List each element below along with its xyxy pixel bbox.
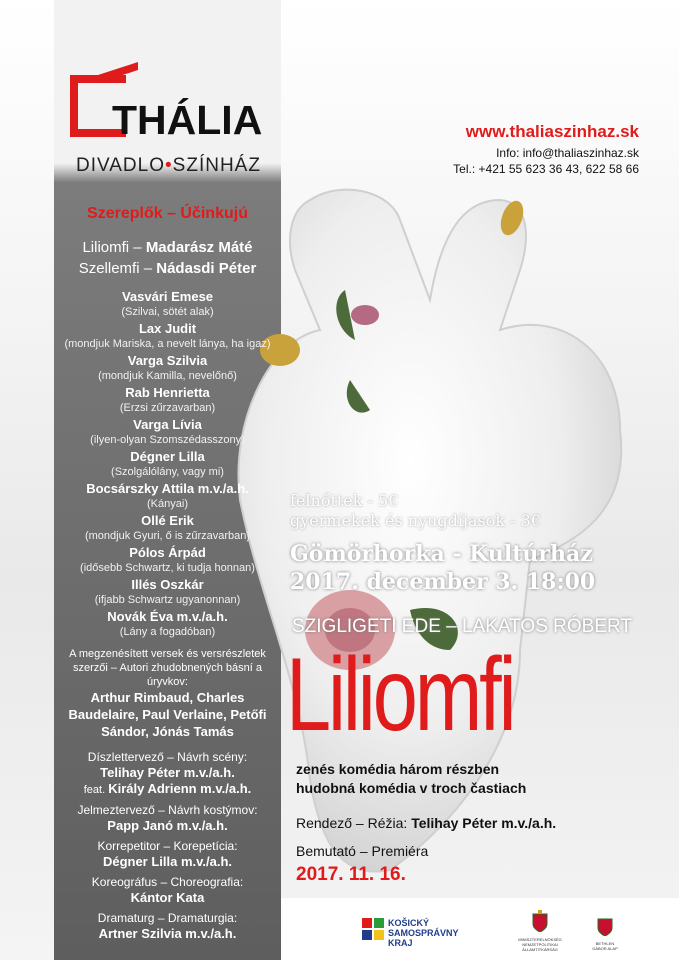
actor-name: Bocsárszky Attila m.v./a.h. bbox=[86, 481, 249, 496]
ministry-text: MINISZTERELNÖKSÉG NEMZETPOLITIKAI ÁLLAMTITKÁRSÁG bbox=[518, 937, 562, 952]
actor-role: (mondjuk Mariska, a nevelt lánya, ha igaz) bbox=[64, 338, 271, 350]
actor-name: Dégner Lilla bbox=[130, 449, 205, 464]
premiere-label: Bemutató – Premiéra bbox=[296, 843, 429, 859]
kosice-region-text bbox=[388, 918, 459, 948]
actor-role: (Erzsi zűrzavarban) bbox=[119, 402, 216, 414]
ks-line: KOŠICKÝ bbox=[388, 918, 430, 928]
ks-line: SAMOSPRÁVNY bbox=[388, 928, 459, 938]
crew-name: Telihay Péter m.v./a.h. bbox=[100, 765, 235, 780]
roles-list bbox=[54, 289, 281, 639]
authors-header: A megzenésített versek és versrészletek szerzői – Autori zhudobnených básní a úryvkov: bbox=[69, 648, 266, 688]
logo-sub-dot: • bbox=[165, 155, 173, 176]
ministry-logo bbox=[510, 910, 570, 950]
actor-name: Ollé Erik bbox=[141, 513, 194, 528]
cast-list bbox=[54, 205, 281, 942]
lead-actor: Nádasdi Péter bbox=[156, 260, 257, 277]
crew-name: Dégner Lilla m.v./a.h. bbox=[102, 854, 233, 869]
actor-name: Varga Szilvia bbox=[127, 353, 208, 368]
genre-sk: hudobná komédia v troch častiach bbox=[296, 780, 527, 796]
actor-role: (idősebb Schwartz, ki tudja honnan) bbox=[80, 562, 255, 574]
actor-role: (mondjuk Kamilla, nevelőnő) bbox=[98, 370, 237, 382]
crew-role: Korrepetitor – Korepetícia: bbox=[97, 839, 238, 853]
actor-name: Pólos Árpád bbox=[129, 545, 206, 560]
website-link[interactable]: www.thaliaszinhaz.sk bbox=[465, 122, 639, 141]
director-line bbox=[296, 815, 556, 831]
premiere-date: 2017. 11. 16. bbox=[296, 864, 406, 885]
actor-name: Lax Judit bbox=[138, 321, 197, 336]
crew-role: Koreográfus – Choreografia: bbox=[91, 875, 244, 889]
price-child: gyermekek és nyugdíjasok - 3€ bbox=[290, 511, 541, 530]
crew-name: Kántor Kata bbox=[130, 890, 205, 905]
venue-block bbox=[290, 540, 595, 596]
lead-role: Szellemfi – bbox=[78, 260, 157, 277]
lead-row bbox=[54, 258, 281, 279]
play-genre bbox=[296, 760, 526, 798]
lead-row bbox=[54, 237, 281, 258]
bethlen-fund-logo bbox=[590, 918, 620, 952]
director-name: Telihay Péter m.v./a.h. bbox=[411, 815, 557, 831]
price-adult: felnőttek - 5€ bbox=[290, 491, 399, 510]
lead-role: Liliomfi – bbox=[82, 239, 146, 256]
cast-header: Szereplők – Účinkujú bbox=[87, 205, 248, 222]
play-authors: SZIGLIGETI EDE – LAKATOS RÓBERT bbox=[292, 616, 632, 637]
feat-label: feat. bbox=[83, 784, 109, 796]
ks-line: KRAJ bbox=[388, 938, 413, 948]
actor-role: (Lány a fogadóban) bbox=[119, 626, 216, 638]
contact-info bbox=[453, 145, 639, 177]
actor-role: (ifjabb Schwartz ugyanonnan) bbox=[94, 594, 241, 606]
lead-actor: Madarász Máté bbox=[145, 239, 253, 256]
logo-name: THÁLIA bbox=[112, 97, 263, 143]
genre-hu: zenés komédia három részben bbox=[296, 761, 500, 777]
hungarian-crest-icon bbox=[532, 910, 548, 932]
crew-list bbox=[54, 750, 281, 942]
kosice-region-icon bbox=[362, 918, 384, 940]
play-title: Liliomfi bbox=[286, 637, 514, 753]
director-label: Rendező – Réžia: bbox=[296, 815, 412, 831]
info-phone: Tel.: +421 55 623 36 43, 622 58 66 bbox=[453, 162, 639, 176]
ticket-prices bbox=[290, 491, 541, 531]
crew-role: Jelmeztervező – Návrh kostýmov: bbox=[77, 803, 258, 817]
actor-name: Vasvári Emese bbox=[121, 289, 214, 304]
crew-name: Artner Szilvia m.v./a.h. bbox=[98, 926, 237, 941]
actor-name: Rab Henrietta bbox=[125, 385, 210, 400]
actor-name: Novák Éva m.v./a.h. bbox=[107, 609, 228, 624]
logo-sub-right: SZÍNHÁZ bbox=[172, 155, 261, 176]
crew-feat bbox=[54, 781, 281, 798]
feat-name: Király Adrienn m.v./a.h. bbox=[108, 781, 252, 796]
info-email: Info: info@thaliaszinhaz.sk bbox=[496, 146, 639, 160]
actor-role: (ilyen-olyan Szomszédasszony) bbox=[90, 434, 245, 446]
bethlen-text: BETHLEN GÁBOR ALAP bbox=[592, 941, 618, 951]
bethlen-crest-icon bbox=[597, 918, 613, 936]
actor-name: Varga Lívia bbox=[133, 417, 202, 432]
crew-role: Díszlettervező – Návrh scény: bbox=[87, 750, 248, 764]
actor-role: (Kányai) bbox=[147, 498, 188, 510]
actor-role: (Szilvai, sötét alak) bbox=[121, 306, 214, 318]
logo-sub-left: DIVADLO bbox=[76, 155, 166, 176]
event-date: 2017. december 3. 18:00 bbox=[290, 569, 596, 595]
crew-role: Dramaturg – Dramaturgia: bbox=[97, 911, 238, 925]
kosice-region-logo bbox=[362, 916, 462, 946]
actor-name: Illés Oszkár bbox=[131, 577, 204, 592]
crew-name: Papp Janó m.v./a.h. bbox=[107, 818, 228, 833]
actor-role: (Szolgálólány, vagy mi) bbox=[111, 466, 224, 478]
thalia-logo bbox=[70, 75, 263, 185]
venue-name: Gömörhorka - Kultúrház bbox=[290, 541, 593, 567]
logo-subtitle bbox=[76, 155, 261, 177]
poem-authors: Arthur Rimbaud, Charles Baudelaire, Paul Verlaine, Petőfi Sándor, Jónás Tamás bbox=[68, 690, 267, 739]
actor-role: (mondjuk Gyuri, ő is zűrzavarban) bbox=[84, 530, 251, 542]
